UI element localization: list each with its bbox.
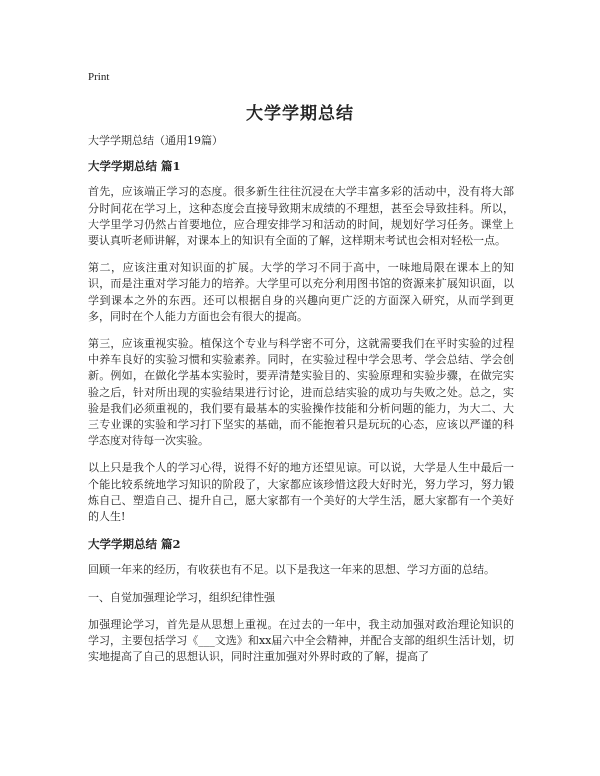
paragraph: 第二，应该注重对知识面的扩展。大学的学习不同于高中，一味地局限在课本上的知识，而是注重对学习能力的培养。大学里可以充分利用图书馆的资源来扩展知识面，以学到课本之外的东西。还可以根据自身的兴趣向更广泛的方面深入研究，从而学到更多，同时在个人能力方面也会有很大的提高。	[88, 261, 514, 323]
section-heading: 大学学期总结 篇2	[88, 537, 181, 552]
document-subtitle: 大学学期总结（通用19篇）	[88, 134, 223, 147]
paragraph: 首先，应该端正学习的态度。很多新生往往沉浸在大学丰富多彩的活动中，没有将大部分时间花在学习上，这种态度会直接导致期末成绩的不理想，甚至会导致挂科。所以，大学里学习仍然占首要地位，应合理安排学习和活动的时间，规划好学习任务。课堂上要认真听老师讲解，对课本上的知识有全面的了解，这样期末考试也会相对轻松一点。	[88, 185, 514, 248]
document-title: 大学学期总结	[246, 104, 354, 124]
section-2	[88, 536, 514, 665]
section-1	[88, 158, 514, 525]
paragraph: 回顾一年来的经历，有收获也有不足。以下是我这一年来的思想、学习方面的总结。	[88, 563, 495, 577]
section-heading: 大学学期总结 篇1	[88, 159, 181, 174]
subheading: 一、自觉加强理论学习，组织纪律性强	[88, 590, 275, 604]
paragraph: 以上只是我个人的学习心得，说得不好的地方还望见谅。可以说，大学是人生中最后一个能比较系统地学习知识的阶段了，大家都应该珍惜这段大好时光，努力学习，努力锻炼自己、塑造自己、提升自己，愿大家都有一个美好的大学生活，愿大家都有一个美好的人生!	[88, 461, 514, 524]
paragraph: 第三，应该重视实验。植保这个专业与科学密不可分，这就需要我们在平时实验的过程中养车良好的实验习惯和实验素养。同时，在实验过程中学会思考、学会总结、学会创新。例如，在做化学基本实验时，要弄清楚实验目的、实验原理和实验步骤，在做完实验之后，针对所出现的实验结果进行讨论，进而总结实验的成功与失败之处。总之，实验是我们必须重视的，我们要有最基本的实验操作技能和分析问题的能力，为大二、大三专业课的实验和学习打下坚实的基础，而不能抱着只是玩玩的心态，应该以严谨的科学态度对待每一次实验。	[88, 337, 514, 448]
document-body	[88, 133, 514, 676]
print-link[interactable]: Print	[88, 71, 110, 83]
paragraph: 加强理论学习，首先是从思想上重视。在过去的一年中，我主动加强对政治理论知识的学习，主要包括学习《___文选》和xx届六中全会精神，并配合支部的组织生活计划，切实地提高了自己的思想认识，同时注重加强对外界时政的了解，提高了	[88, 617, 514, 664]
